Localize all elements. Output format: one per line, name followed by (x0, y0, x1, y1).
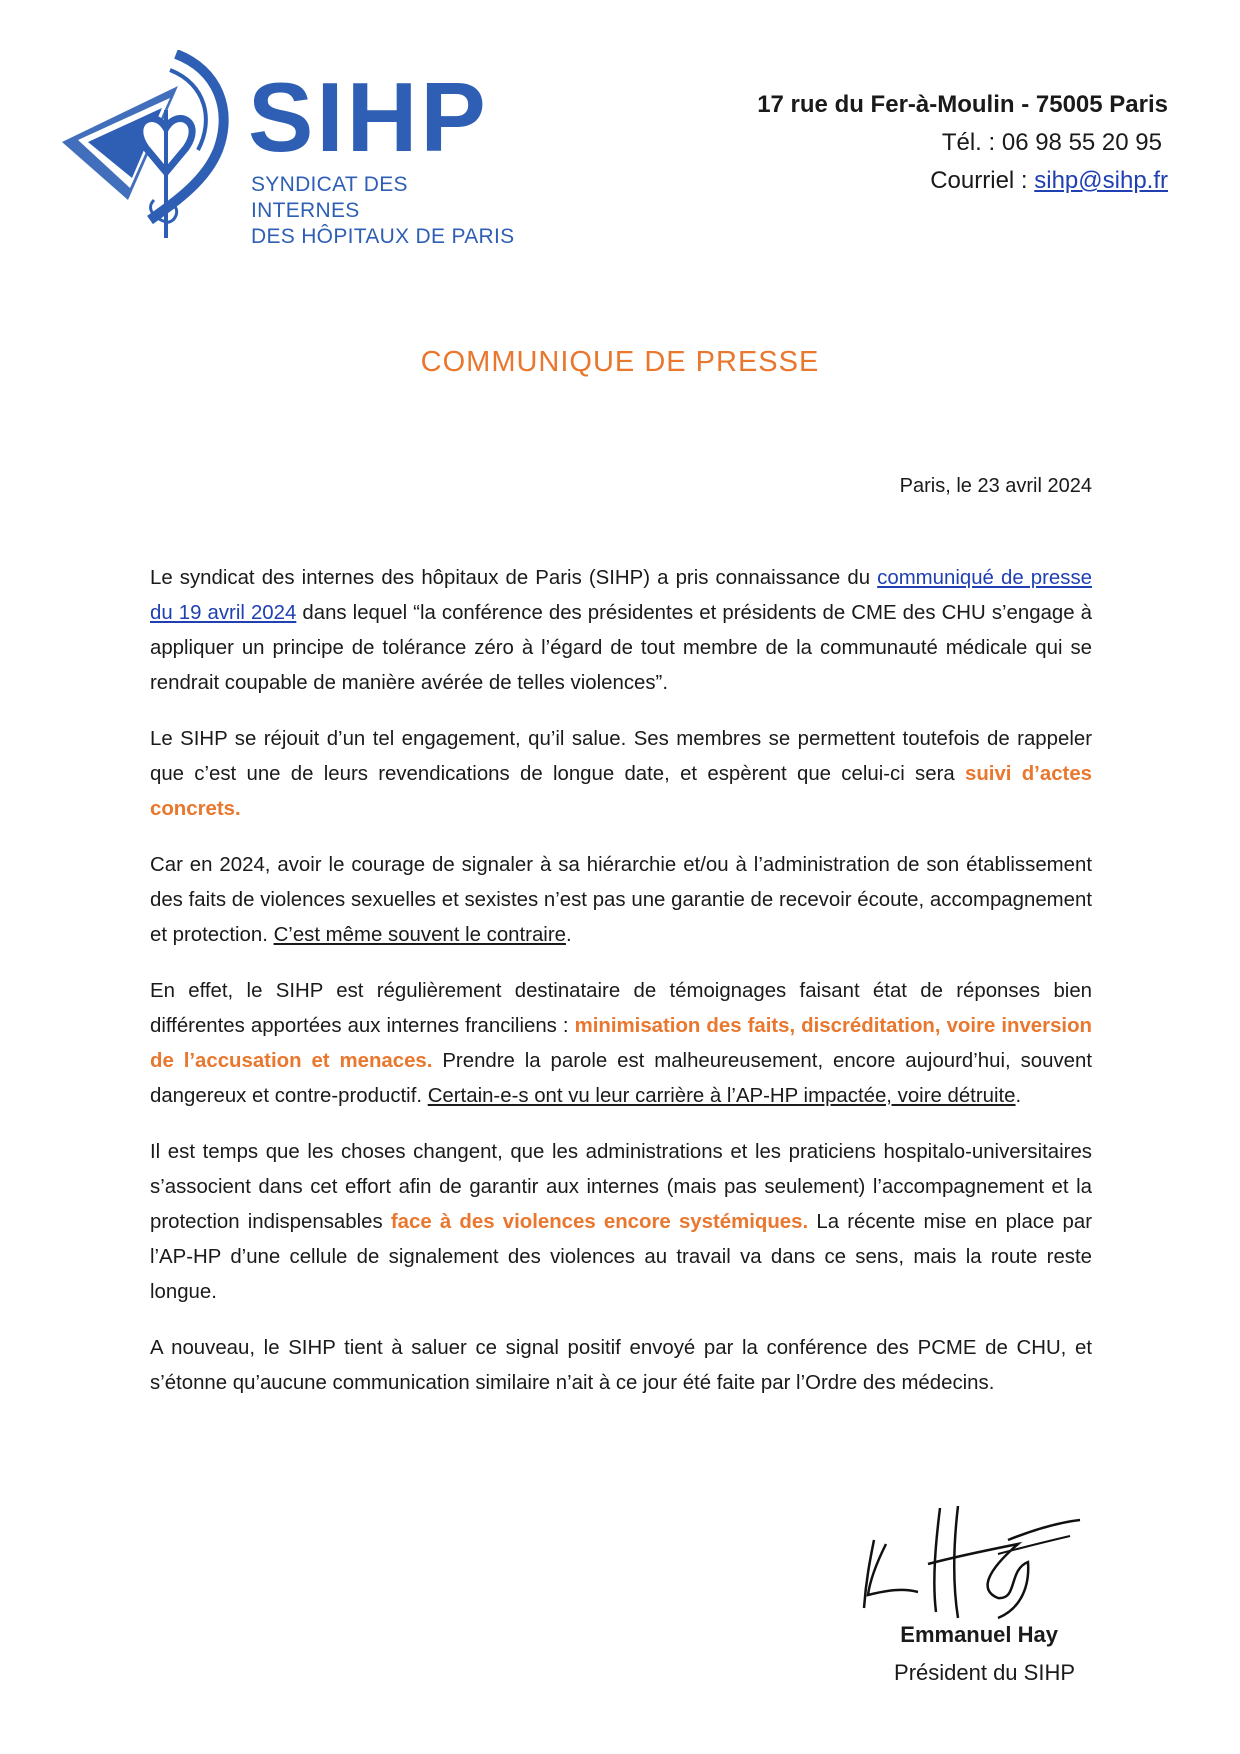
signatory-role: Président du SIHP (894, 1660, 1075, 1685)
paragraph-4-text: En effet, le SIHP est régulièrement destinataire de témoignages faisant état de réponses bien différentes apportées aux internes franciliens : (150, 980, 1092, 1037)
logo-subtitle-line2: DES HÔPITAUX DE PARIS (251, 225, 515, 248)
signatory-name: Emmanuel Hay (900, 1622, 1058, 1647)
contact-phone: Tél. : 06 98 55 20 95 (941, 129, 1162, 156)
paragraph-4 (150, 974, 1092, 1114)
paragraph-4-text-end: . (1015, 1085, 1022, 1107)
logo-wordmark: SIHP (248, 62, 489, 172)
contact-email-link[interactable]: sihp@sihp.fr (1034, 167, 1168, 194)
page-title: COMMUNIQUE DE PRESSE (420, 346, 820, 378)
document-date: Paris, le 23 avril 2024 (899, 475, 1092, 497)
paragraph-4-text-cont: Prendre la parole est malheureusement, encore aujourd’hui, souvent dangereux et contre-productif. (150, 1050, 1092, 1107)
paragraph-3 (150, 848, 1092, 953)
paragraph-1-text: Le syndicat des internes des hôpitaux de Paris (SIHP) a pris connaissance du (150, 567, 878, 589)
paragraph-4-highlight: minimisation des faits, discréditation, voire inversion de l’accusation et menaces. (150, 1015, 1092, 1072)
paragraph-5-text-cont: La récente mise en place par l’AP-HP d’une cellule de signalement des violences au travail va dans ce sens, mais la route reste longue. (150, 1211, 1092, 1303)
paragraph-2-text: Le SIHP se réjouit d’un tel engagement, qu’il salue. Ses membres se permettent toutefois de rappeler que c’est une de leurs revendications de longue date, et espèrent que celui-ci sera (150, 728, 1092, 785)
paragraph-5 (150, 1135, 1092, 1310)
paragraph-2-highlight: suivi d’actes concrets. (150, 763, 1093, 820)
paragraph-1-text-cont: dans lequel “la conférence des présidentes et présidents de CME des CHU s’engage à appliquer un principe de tolérance zéro à l’égard de tout membre de la communauté médicale qui se rendrait coupable de manière avérée de telles violences”. (150, 602, 1093, 694)
paragraph-5-highlight: face à des violences encore systémiques. (390, 1211, 809, 1233)
contact-email-label: Courriel : (930, 167, 1028, 194)
caduceus-heart-icon (58, 50, 238, 240)
paragraph-3-text: Car en 2024, avoir le courage de signaler à sa hiérarchie et/ou à l’administration de son établissement des faits de violences sexuelles et sexistes n’est pas une garantie de recevoir écoute, accompagnement et protection. (150, 854, 1092, 946)
press-release-link[interactable]: communiqué de presse du 19 avril 2024 (150, 567, 1092, 624)
paragraph-1 (150, 561, 1092, 701)
press-release-body (150, 561, 1092, 1422)
paragraph-3-text-end: . (565, 924, 572, 946)
contact-block (757, 86, 1168, 200)
contact-address: 17 rue du Fer-à-Moulin - 75005 Paris (757, 91, 1168, 118)
sihp-logo (58, 50, 518, 248)
paragraph-2 (150, 722, 1092, 827)
paragraph-4-underline: Certain-e-s ont vu leur carrière à l’AP-HP impactée, voire détruite (427, 1085, 1016, 1107)
paragraph-5-text: Il est temps que les choses changent, que les administrations et les praticiens hospitalo-universitaires s’associent dans cet effort afin de garantir aux internes (mais pas seulement) l’accompagnement et la protection indispensables (150, 1141, 1092, 1233)
paragraph-3-underline: C’est même souvent le contraire (273, 924, 566, 946)
logo-subtitle (251, 172, 518, 250)
contact-email-line (757, 162, 1168, 200)
paragraph-6 (150, 1331, 1092, 1401)
handwritten-signature (858, 1500, 1088, 1625)
logo-subtitle-line1: SYNDICAT DES INTERNES (251, 173, 408, 222)
paragraph-6-text: A nouveau, le SIHP tient à saluer ce signal positif envoyé par la conférence des PCME de CHU, et s’étonne qu’aucune communication similaire n’ait à ce jour été faite par l’Ordre des médecins. (150, 1337, 1092, 1394)
